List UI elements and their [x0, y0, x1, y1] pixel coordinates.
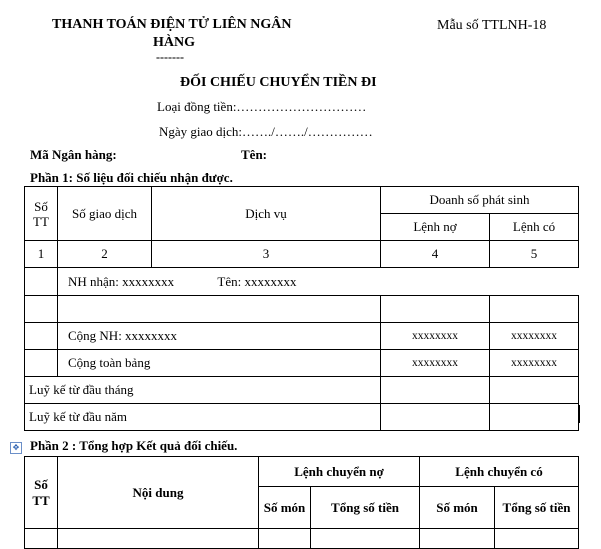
col-lenh-co-header: Lệnh có	[490, 214, 579, 241]
cong-toan-bang-lenh-no: xxxxxxxx	[381, 350, 490, 377]
cong-toan-bang-label: Cộng toàn bảng	[58, 350, 381, 377]
col-stt-header: Số TT	[25, 187, 58, 241]
col-number: 4	[381, 241, 490, 268]
blank-row	[58, 296, 381, 323]
col-dich-vu-header: Dịch vụ	[152, 187, 381, 241]
cong-toan-bang-lenh-co: xxxxxxxx	[490, 350, 579, 377]
text-cursor	[578, 405, 580, 423]
cong-nh-lenh-co: xxxxxxxx	[490, 323, 579, 350]
p2-col-lenh-chuyen-no-header: Lệnh chuyển nợ	[259, 457, 420, 487]
p2-col-tong-tien-no: Tổng số tiền	[311, 487, 420, 529]
nh-nhan-row	[58, 268, 579, 296]
p2-col-so-mon-co: Số món	[420, 487, 495, 529]
org-title-rule: -------	[156, 50, 184, 64]
date-line: Ngày giao dịch:……./……./……………	[159, 124, 373, 139]
document-title: ĐỐI CHIẾU CHUYỂN TIỀN ĐI	[180, 75, 377, 90]
col-so-giao-dich-header: Số giao dịch	[58, 187, 152, 241]
col-doanh-so-header: Doanh số phát sinh	[381, 187, 579, 214]
p2-col-stt-header: Số TT	[25, 457, 58, 529]
col-number: 2	[58, 241, 152, 268]
part2-table	[24, 456, 579, 549]
cong-nh-lenh-no: xxxxxxxx	[381, 323, 490, 350]
p2-col-noi-dung-header: Nội dung	[58, 457, 259, 529]
col-number: 5	[490, 241, 579, 268]
form-code: Mẫu số TTLNH-18	[437, 18, 547, 33]
bank-code-label: Mã Ngân hàng:	[30, 147, 117, 162]
org-title-line1: THANH TOÁN ĐIỆN TỬ LIÊN NGÂN	[52, 17, 292, 32]
cong-nh-label: Cộng NH: xxxxxxxx	[58, 323, 381, 350]
p2-col-tong-tien-co: Tổng số tiền	[495, 487, 579, 529]
luy-ke-thang-label: Luỹ kế từ đầu tháng	[25, 377, 381, 404]
ten-text: Tên: xxxxxxxx	[217, 273, 297, 289]
bank-name-label: Tên:	[241, 147, 267, 162]
p2-col-lenh-chuyen-co-header: Lệnh chuyển có	[420, 457, 579, 487]
nh-nhan-text: NH nhận: xxxxxxxx	[68, 273, 175, 289]
col-number: 3	[152, 241, 381, 268]
luy-ke-nam-label: Luỹ kế từ đầu năm	[25, 404, 381, 431]
col-lenh-no-header: Lệnh nợ	[381, 214, 490, 241]
part2-title: Phần 2 : Tổng hợp Kết quả đối chiếu.	[30, 438, 238, 453]
org-title-line2: HÀNG	[153, 35, 195, 50]
p2-col-so-mon-no: Số món	[259, 487, 311, 529]
table-move-icon[interactable]: ✥	[10, 442, 22, 454]
part1-table	[24, 186, 579, 431]
currency-line: Loại đồng tiền:…………………………	[157, 99, 367, 114]
col-number: 1	[25, 241, 58, 268]
part1-title: Phần 1: Số liệu đối chiếu nhận được.	[30, 170, 233, 185]
